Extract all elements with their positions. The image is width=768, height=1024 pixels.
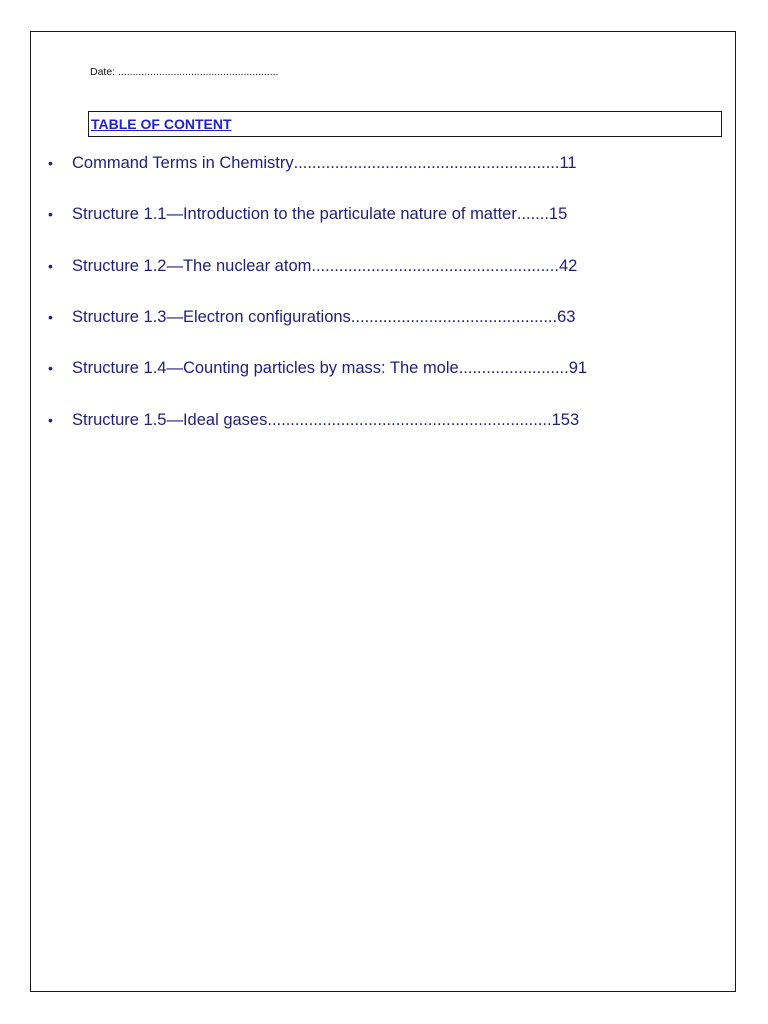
toc-entry-structure-1-5[interactable] — [48, 408, 579, 432]
bullet-icon: • — [48, 155, 53, 171]
toc-entry-structure-1-4[interactable] — [48, 356, 587, 380]
bullet-icon: • — [48, 360, 53, 376]
toc-entry-page: 91 — [568, 358, 588, 377]
toc-entry-title: Command Terms in Chemistry — [72, 153, 294, 172]
toc-entry-page: 15 — [548, 204, 568, 223]
toc-entry-command-terms[interactable] — [48, 151, 577, 175]
toc-entry-leader: .............................................................. — [267, 410, 552, 429]
toc-entry-page: 42 — [558, 256, 578, 275]
toc-entry-leader: .......................................................... — [293, 153, 560, 172]
toc-entry-page: 63 — [557, 307, 576, 326]
toc-entry-title: Structure 1.4—Counting particles by mass: The mole — [72, 358, 459, 377]
toc-entry-structure-1-2[interactable] — [48, 254, 577, 278]
toc-entry-structure-1-1[interactable] — [48, 202, 567, 226]
bullet-icon: • — [48, 206, 53, 222]
toc-entry-title: Structure 1.2—The nuclear atom — [72, 256, 312, 275]
toc-entry-title: Structure 1.5—Ideal gases — [72, 410, 268, 429]
toc-heading-link[interactable]: TABLE OF CONTENT — [91, 116, 232, 132]
toc-entry-structure-1-3[interactable] — [48, 305, 575, 329]
date-field: Date: ....................................................... — [90, 66, 279, 78]
toc-entry-title: Structure 1.3—Electron configurations — [72, 307, 351, 326]
bullet-icon: • — [48, 309, 53, 325]
toc-entry-leader: ...................................................... — [311, 256, 559, 275]
toc-entry-page: 153 — [551, 410, 580, 429]
toc-entry-leader: ............................................. — [350, 307, 558, 326]
toc-entry-leader: ........................ — [458, 358, 569, 377]
bullet-icon: • — [48, 412, 53, 428]
toc-entry-leader: ....... — [516, 204, 549, 223]
toc-entry-title: Structure 1.1—Introduction to the particulate nature of matter — [72, 204, 517, 223]
toc-entry-page: 11 — [559, 153, 577, 172]
bullet-icon: • — [48, 258, 53, 274]
